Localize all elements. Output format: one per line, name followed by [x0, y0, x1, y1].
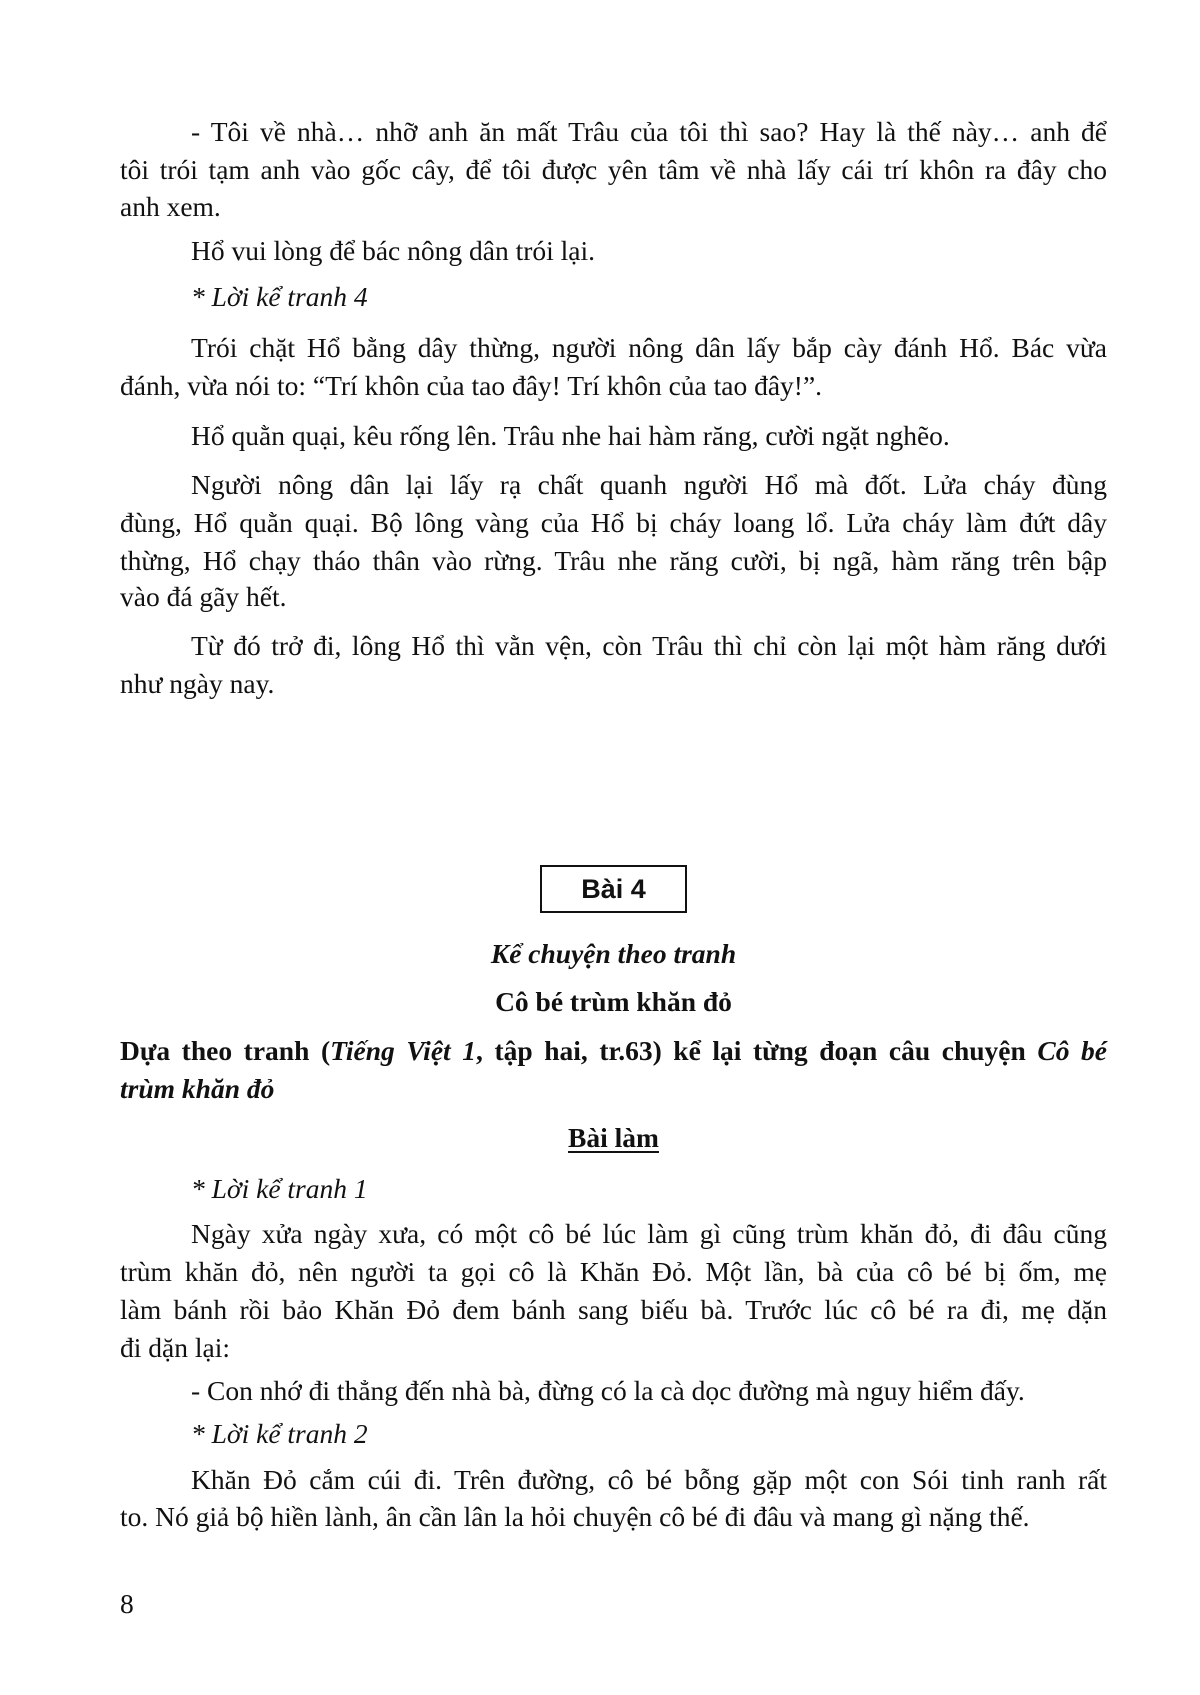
lesson-badge: Bài 4 [540, 865, 687, 913]
page-number: 8 [120, 1588, 134, 1619]
paragraph-line: Khăn Đỏ cắm cúi đi. Trên đường, cô bé bỗng gặp một con Sói tinh ranh rất [191, 1464, 1107, 1495]
task-line [120, 1032, 1107, 1070]
paragraph-line: Trói chặt Hổ bằng dây thừng, người nông dân lấy bắp cày đánh Hổ. Bác vừa [191, 332, 1107, 363]
picture-label: * Lời kể tranh 2 [191, 1418, 368, 1449]
answer-heading-text: Bài làm [568, 1122, 659, 1153]
paragraph-line: như ngày nay. [120, 668, 275, 699]
paragraph-line: thừng, Hổ chạy tháo thân vào rừng. Trâu nhe răng cười, bị ngã, hàm răng trên bập [120, 545, 1107, 576]
paragraph-line: vào đá gãy hết. [120, 581, 287, 612]
paragraph-line: đùng, Hổ quằn quại. Bộ lông vàng của Hổ bị cháy loang lổ. Lửa cháy làm đứt dây [120, 507, 1107, 538]
answer-heading [120, 1119, 1107, 1157]
paragraph-line: làm bánh rồi bảo Khăn Đỏ đem bánh sang biếu bà. Trước lúc cô bé ra đi, mẹ dặn [120, 1294, 1107, 1325]
lesson-subtitle: Kể chuyện theo tranh [490, 938, 737, 969]
paragraph-line: tôi trói tạm anh vào gốc cây, để tôi được yên tâm về nhà lấy cái trí khôn ra đây cho [120, 154, 1107, 185]
picture-label: * Lời kể tranh 1 [191, 1173, 368, 1204]
paragraph-line: - Tôi về nhà… nhỡ anh ăn mất Trâu của tôi thì sao? Hay là thế này… anh để [191, 116, 1107, 147]
story-title: Cô bé [1037, 1035, 1107, 1066]
task-line: trùm khăn đỏ [120, 1073, 275, 1104]
paragraph-line: Ngày xửa ngày xưa, có một cô bé lúc làm gì cũng trùm khăn đỏ, đi đâu cũng [191, 1218, 1107, 1249]
paragraph-line: trùm khăn đỏ, nên người ta gọi cô là Khăn Đỏ. Một lần, bà của cô bé bị ốm, mẹ [120, 1256, 1107, 1287]
picture-label: * Lời kể tranh 4 [191, 281, 368, 312]
task-text: Dựa theo tranh ( [120, 1035, 331, 1066]
paragraph-line: to. Nó giả bộ hiền lành, ân cần lân la hỏi chuyện cô bé đi đâu và mang gì nặng thế. [120, 1501, 1030, 1532]
book-title: Tiếng Việt 1 [330, 1035, 476, 1066]
lesson-title: Cô bé trùm khăn đỏ [495, 986, 732, 1017]
task-text: , tập hai, tr.63) kể lại từng đoạn câu chuyện [476, 1035, 1038, 1066]
paragraph-line: Người nông dân lại lấy rạ chất quanh người Hổ mà đốt. Lửa cháy đùng [191, 469, 1107, 500]
paragraph-line: anh xem. [120, 191, 221, 222]
paragraph-line: Từ đó trở đi, lông Hổ thì vằn vện, còn Trâu thì chỉ còn lại một hàm răng dưới [191, 630, 1107, 661]
paragraph-line: Hổ quằn quại, kêu rống lên. Trâu nhe hai hàm răng, cười ngặt nghẽo. [191, 420, 950, 451]
paragraph-line: Hổ vui lòng để bác nông dân trói lại. [191, 235, 596, 266]
paragraph-line: đánh, vừa nói to: “Trí khôn của tao đây! Trí khôn của tao đây!”. [120, 370, 823, 401]
paragraph-line: - Con nhớ đi thẳng đến nhà bà, đừng có la cà dọc đường mà nguy hiểm đấy. [191, 1375, 1025, 1406]
paragraph-line: đi dặn lại: [120, 1332, 230, 1363]
